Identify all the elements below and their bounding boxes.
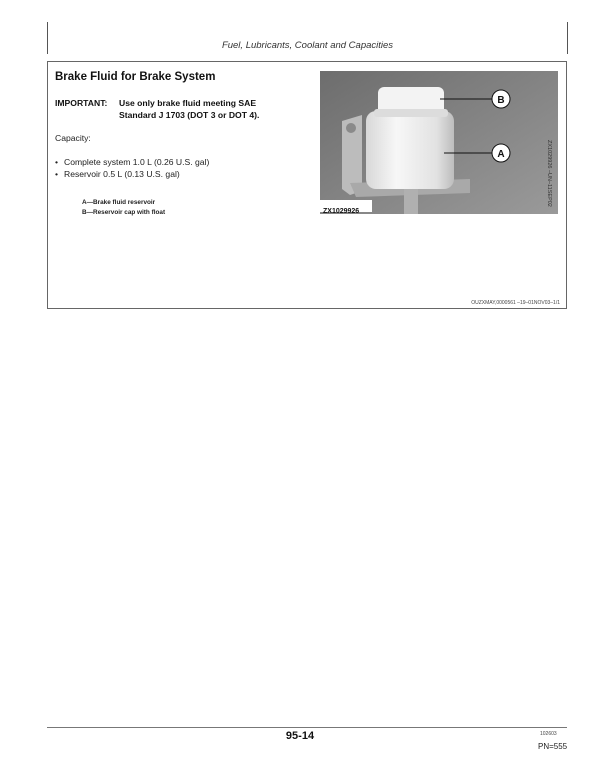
- capacity-label: Capacity:: [55, 133, 91, 143]
- important-line-2: Standard J 1703 (DOT 3 or DOT 4).: [119, 110, 260, 120]
- figure-code-label: [320, 200, 372, 215]
- callout-b: B: [497, 95, 505, 106]
- important-label: IMPORTANT:: [55, 98, 108, 108]
- important-line-1: Use only brake fluid meeting SAE: [119, 98, 257, 108]
- footer-rule: [47, 727, 567, 728]
- reservoir-photo: [320, 71, 558, 214]
- legend-item-a: A—Brake fluid reservoir: [82, 199, 156, 206]
- legend-item-b: B—Reservoir cap with float: [82, 208, 166, 216]
- important-note: [55, 97, 259, 121]
- figure-side-code: ZX1029926 –UN–11SEP02: [546, 140, 552, 207]
- page-number: 95-14: [285, 730, 315, 742]
- part-number: PN=555: [538, 742, 568, 751]
- capacity-list: [55, 156, 209, 180]
- reference-code: OUZXMAY,0000561 –19–01NOV03–1/1: [471, 300, 560, 306]
- figure-legend: [82, 198, 165, 217]
- list-item: • Complete system 1.0 L (0.26 U.S. gal): [55, 156, 209, 168]
- callout-a: A: [497, 149, 505, 160]
- footer-date: 102603: [540, 731, 557, 737]
- list-item: • Reservoir 0.5 L (0.13 U.S. gal): [55, 168, 209, 180]
- figure-code: ZX1029926: [323, 208, 360, 215]
- chapter-title: Fuel, Lubricants, Coolant and Capacities: [221, 40, 394, 51]
- reservoir-illustration: [320, 71, 558, 214]
- section-title: Brake Fluid for Brake System: [55, 71, 216, 83]
